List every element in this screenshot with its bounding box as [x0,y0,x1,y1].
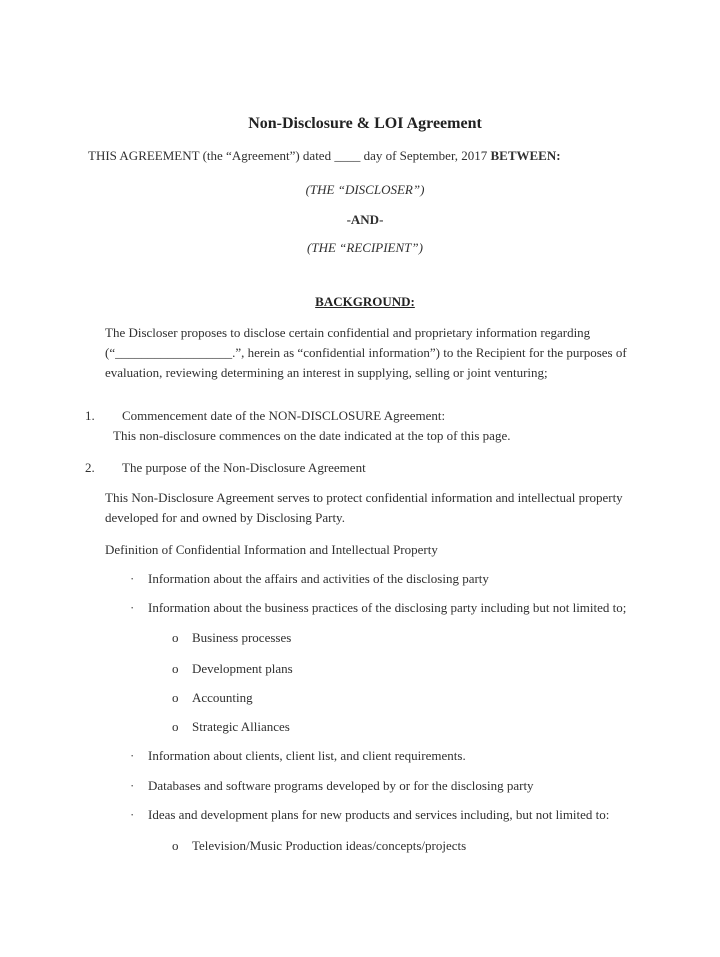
sub-bullet-item [172,628,665,648]
bullet-text: Information about the business practices of the disclosing party including but not limited to; [148,600,627,615]
definitions-heading: Definition of Confidential Information and Intellectual Property [105,542,438,557]
bullet-text: Ideas and development plans for new products and services including, but not limited to: [148,807,610,822]
bullet-marker: · [130,748,135,763]
document-title: Non-Disclosure & LOI Agreement [248,115,482,132]
sub-bullet-item [172,688,665,708]
sub-bullet-marker: o [172,838,179,853]
between-label: BETWEEN: [490,148,561,163]
background-paragraph: The Discloser proposes to disclose certain confidential and proprietary information regarding (“__________________.”, herein as “confidential information”) to the Recipient for the purposes of evaluation, reviewing determining an interest in supplying, selling or joint venturing; [105,325,627,380]
and-separator: -AND- [346,212,384,227]
bullet-text: Information about clients, client list, and client requirements. [148,748,466,763]
definitions-bullet-list [85,569,665,856]
bullet-text: Databases and software programs developed by or for the disclosing party [148,778,534,793]
intro-text: THIS AGREEMENT (the “Agreement”) dated ____ day of September, 2017 [88,148,491,163]
clause-1 [85,406,665,446]
clause-2-heading: The purpose of the Non-Disclosure Agreement [122,460,366,475]
sub-bullet-text: Television/Music Production ideas/concepts/projects [192,838,467,853]
discloser-line: (THE “DISCLOSER”) [305,182,425,197]
sub-bullet-marker: o [172,719,179,734]
bullet-marker: · [130,778,135,793]
bullet-item [130,746,665,766]
bullet-item [130,805,665,825]
sub-bullet-item [172,836,665,856]
intro-paragraph [88,146,665,166]
clause-2-number: 2. [85,460,95,475]
bullet-item [130,569,665,589]
clause-2-heading-row [85,458,665,478]
clause-2 [85,458,665,478]
sub-bullet-text: Business processes [192,630,292,645]
bullet-item [130,776,665,796]
sub-bullet-item [172,717,665,737]
bullet-item [130,598,665,618]
sub-bullet-marker: o [172,630,179,645]
sub-bullet-text: Accounting [192,690,253,705]
sub-bullet-text: Development plans [192,661,293,676]
recipient-line: (THE “RECIPIENT”) [307,240,423,255]
clause-1-number: 1. [85,408,95,423]
clause-1-heading-row [85,406,665,426]
clause-1-body: This non-disclosure commences on the date indicated at the top of this page. [113,428,511,443]
bullet-marker: · [130,807,135,822]
bullet-marker: · [130,571,135,586]
sub-bullet-item [172,659,665,679]
sub-bullet-marker: o [172,690,179,705]
clause-1-heading: Commencement date of the NON-DISCLOSURE Agreement: [122,408,446,423]
clause-2-body: This Non-Disclosure Agreement serves to protect confidential information and intellectual property developed for and owned by Disclosing Party. [105,490,623,525]
sub-bullet-text: Strategic Alliances [192,719,290,734]
bullet-text: Information about the affairs and activities of the disclosing party [148,571,489,586]
bullet-marker: · [130,600,135,615]
background-heading: BACKGROUND: [315,294,415,309]
sub-bullet-marker: o [172,661,179,676]
